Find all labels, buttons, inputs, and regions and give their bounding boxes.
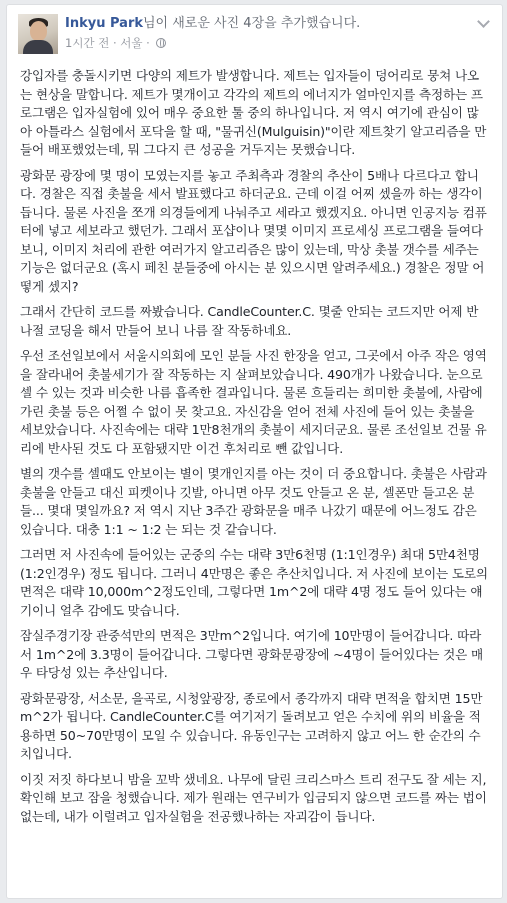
post-card	[6, 4, 503, 899]
post-paragraph: 별의 갯수를 셀때도 안보이는 별이 몇개인지를 아는 것이 더 중요합니다. 촛불은 사람과 촛불을 안들고 대신 피켓이나 깃발, 아니면 아무 것도 안들고 온 분, 셀폰만 들고온 분들... 몇대 몇일까요? 저 역시 지난 3주간 광화문을 매주 나갔기 때문에 어느정도 감은 있습니다. 대충 1:1 ~ 1:2 는 되는 것 같습니다.	[20, 466, 487, 537]
post-paragraph: 우선 조선일보에서 서울시의회에 모인 분들 사진 한장을 얻고, 그곳에서 아주 작은 영역을 잘라내어 촛불세기가 잘 작동하는 지 살펴보았습니다. 490개가 나왔습니다. 눈으로 셀 수 있는 것과 비슷한 나름 흡족한 결과입니다. 물론 흐들리는 희미한 촛불에, 사람에 가린 촛불 등은 어쩔 수 없이 못 찾고요. 자신감을 얻어 전체 사진에 들어 있는 촛불을 세보았습니다. 사진속에는 대략 1만8천개의 촛불이 세지더군요. 물론 조선일보 건물 유리에 반사된 것도 다 포함됐지만 이건 후처리로 뺀 값입니다.	[20, 348, 487, 456]
meta-separator: ·	[146, 36, 150, 50]
post-paragraph: 광화문광장, 서소문, 을곡로, 시청앞광장, 종로에서 종각까지 대략 면적을 합치면 15만m^2가 됩니다. CandleCounter.C를 여기저기 돌려보고 얻은 수치에 위의 비율을 적용하면 50~70만명이 모일 수 있습니다. 유동인구는 고려하지 않고 어느 한 순간의 수치입니다.	[20, 690, 483, 761]
post-paragraph: 그러면 저 사진속에 들어있는 군중의 수는 대략 3만6천명 (1:1인경우) 최대 5만4천명(1:2인경우) 정도 됩니다. 그러니 4만명은 좋은 추산치입니다. 저 사진에 보이는 도로의 면적은 대략 10,000m^2정도인데, 그렇다면 1m^2에 대략 4명 정도 들어 있다는 얘기이니 얼추 감에도 맞습니다.	[20, 547, 488, 618]
chevron-down-icon[interactable]	[477, 15, 490, 28]
post-paragraph: 광화문 광장에 몇 명이 모였는지를 놓고 주최측과 경찰의 추산이 5배나 다르다고 합니다. 경찰은 직접 촛불을 세서 발표했다고 하더군요. 근데 이걸 어찌 셌을까 하는 생각이 듭니다. 물론 사진을 쪼개 의경들에게 나눠주고 세라고 했겠지요. 아니면 인공지능 컴퓨터에 넣고 세보라고 했던가. 그래서 포샵이나 몇몇 이미지 프로세싱 프로그램을 들여다보니, 이미지 처리에 관한 여러가지 알고리즘은 많이 있는데, 막상 촛불 갯수를 세주는 기능은 없더군요 (혹시 페친 분들중에 아시는 분 있으시면 알려주세요.) 경찰은 정말 어떻게 셌지?	[20, 167, 487, 294]
post-location[interactable]: 서울	[120, 36, 143, 50]
meta-separator: ·	[112, 36, 117, 50]
globe-icon[interactable]	[156, 38, 166, 48]
post-timestamp[interactable]: 1시간 전	[65, 36, 110, 50]
post-paragraph: 잠실주경기장 관중석만의 면적은 3만m^2입니다. 여기에 10만명이 들어갑니다. 따라서 1m^2에 3.3명이 들어갑니다. 그렇다면 광화문광장에 ~4명이 들어있다는 것은 매우 타당성 있는 추산입니다.	[20, 628, 484, 680]
post-body	[7, 61, 502, 826]
post-meta	[65, 36, 166, 50]
post-header	[7, 5, 502, 61]
avatar-body	[23, 40, 53, 54]
avatar-face	[30, 21, 47, 41]
post-paragraph: 그래서 간단히 코드를 짜봤습니다. CandleCounter.C. 몇줄 안되는 코드지만 어제 반나절 코딩을 해서 만들어 보니 나름 잘 작동하네요.	[20, 304, 479, 338]
post-paragraph: 강입자를 충돌시키면 다양의 제트가 발생합니다. 제트는 입자들이 덩어리로 뭉쳐 나오는 현상을 말합니다. 제트가 몇개이고 각각의 제트의 에너지가 얼마인지를 측정하는 프로그램은 입자실험에 있어 매우 중요한 툴 중의 하나입니다. 저 역시 여기에 관심이 많아 아틀라스 실험에서 포닥을 할 때, "물귀신(Mulguisin)"이란 제트찾기 알고리즘을 만들어 배포했었는데, 뭐 그다지 큰 성공을 거두지는 못했습니다.	[20, 68, 487, 157]
post-action-text: 님이 새로운 사진 4장을 추가했습니다.	[143, 16, 361, 31]
post-paragraph: 이짓 저짓 하다보니 밤을 꼬박 샜네요. 나무에 달린 크리스마스 트리 전구도 잘 세는 지, 확인해 보고 잠을 청했습니다. 제가 원래는 연구비가 입금되지 않으면 코드를 짜는 법이 없는데, 내가 이럴려고 입자실험을 전공했나하는 자괴감이 듭니다.	[20, 771, 487, 824]
post-headline	[65, 15, 360, 32]
avatar[interactable]	[18, 14, 58, 54]
author-name-link[interactable]: Inkyu Park	[65, 16, 143, 31]
